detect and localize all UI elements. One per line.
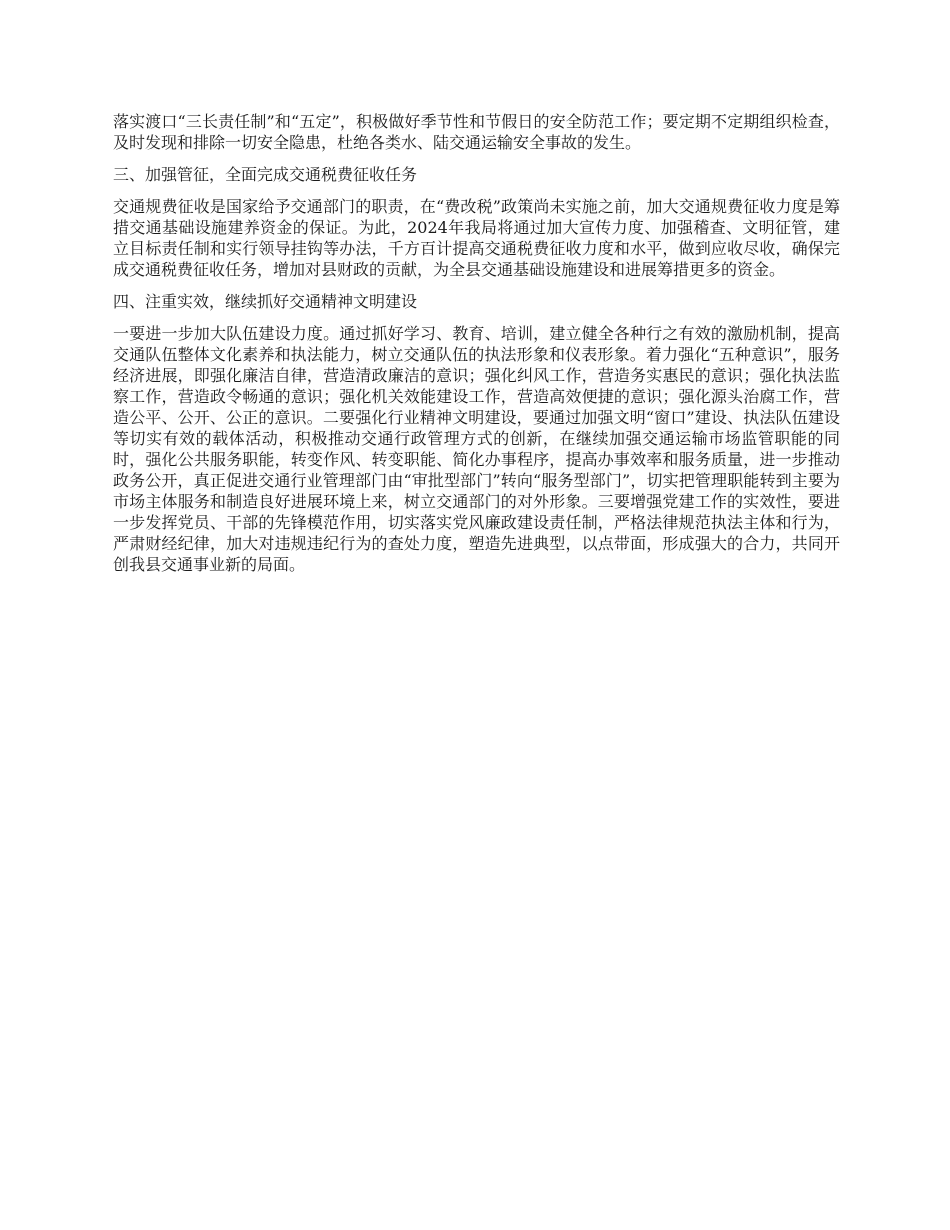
section-heading-civilization: 四、注重实效，继续抓好交通精神文明建设 [113, 292, 418, 311]
document-page [113, 111, 840, 586]
paragraph-ferry-safety: 落实渡口“三长责任制”和“五定”，积极做好季节性和节假日的安全防范工作；要定期不定期组织检查，及时发现和排除一切安全隐患，杜绝各类水、陆交通运输安全事故的发生。 [113, 112, 840, 152]
paragraph-civilization: 一要进一步加大队伍建设力度。通过抓好学习、教育、培训，建立健全各种行之有效的激励机制，提高交通队伍整体文化素养和执法能力，树立交通队伍的执法形象和仪表形象。着力强化“五种意识”，服务经济进展，即强化廉洁自律，营造清政廉洁的意识；强化纠风工作，营造务实惠民的意识；强化执法监察工作，营造政令畅通的意识；强化机关效能建设工作，营造高效便捷的意识；强化源头治腐工作，营造公平、公开、公正的意识。二要强化行业精神文明建设，要通过加强文明“窗口”建设、执法队伍建设等切实有效的载体活动，积极推动交通行政管理方式的创新，在继续加强交通运输市场监管职能的同时，强化公共服务职能，转变作风、转变职能、简化办事程序，提高办事效率和服务质量，进一步推动政务公开，真正促进交通行业管理部门由“审批型部门”转向“服务型部门”，切实把管理职能转到主要为市场主体服务和制造良好进展环境上来，树立交通部门的对外形象。三要增强党建工作的实效性，要进一步发挥党员、干部的先锋模范作用，切实落实党风廉政建设责任制，严格法律规范执法主体和行为，严肃财经纪律，加大对违规违纪行为的查处力度，塑造先进典型，以点带面，形成强大的合力，共同开创我县交通事业新的局面。 [113, 324, 840, 574]
section-heading-tax-collection: 三、加强管征，全面完成交通税费征收任务 [113, 165, 418, 184]
paragraph-tax-collection: 交通规费征收是国家给予交通部门的职责，在“费改税”政策尚未实施之前，加大交通规费征收力度是筹措交通基础设施建养资金的保证。为此，2024年我局将通过加大宣传力度、加强稽查、文明征管，建立目标责任制和实行领导挂钩等办法，千方百计提高交通税费征收力度和水平，做到应收尽收，确保完成交通税费征收任务，增加对县财政的贡献，为全县交通基础设施建设和进展筹措更多的资金。 [113, 197, 840, 279]
